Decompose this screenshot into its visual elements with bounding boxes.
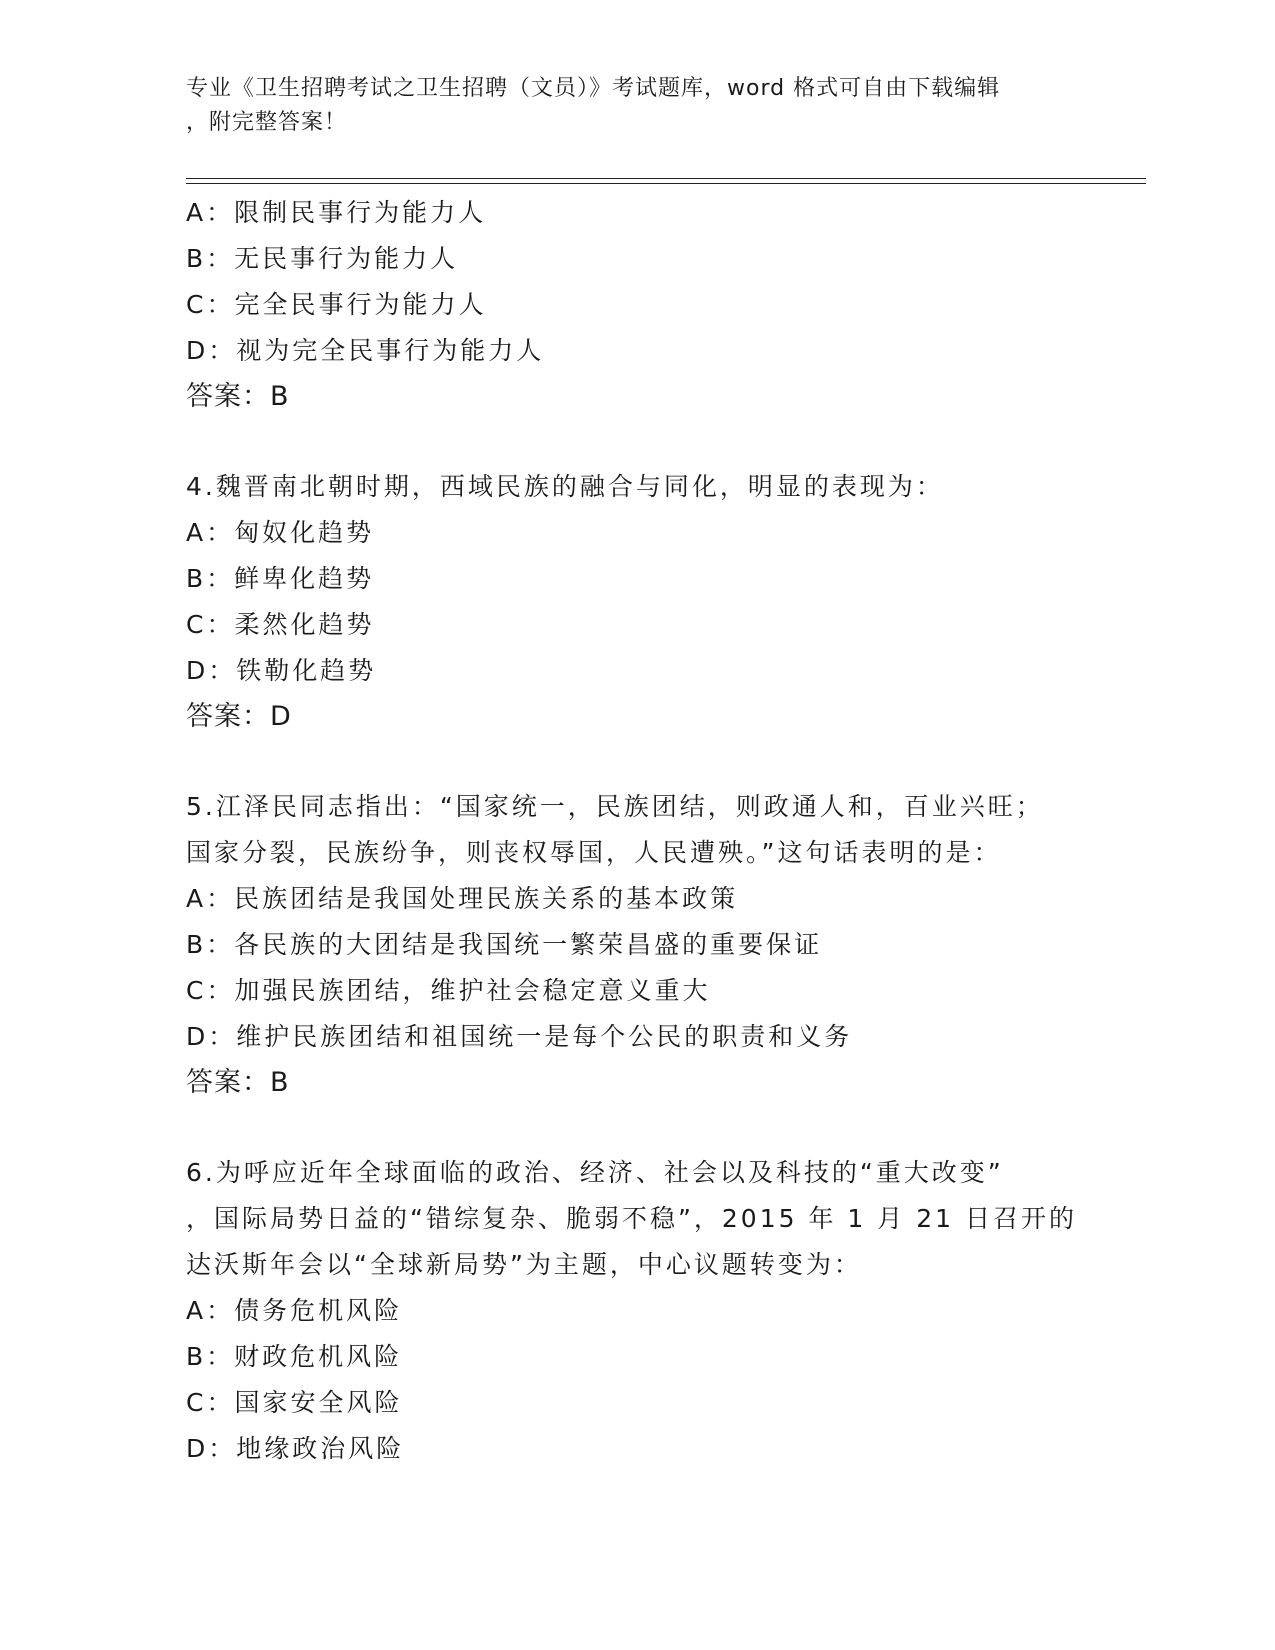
- option-d: D：铁勒化趋势: [186, 656, 377, 685]
- option-c: C：加强民族团结，维护社会稳定意义重大: [186, 976, 711, 1005]
- question-3: [186, 190, 1106, 420]
- header-divider-top: [186, 178, 1146, 179]
- question-stem-line-2: 国家分裂，民族纷争，则丧权辱国，人民遭殃。”这句话表明的是：: [186, 838, 1002, 867]
- question-stem-line-2: ，国际局势日益的“错综复杂、脆弱不稳”，2015 年 1 月 21 日召开的: [186, 1204, 1077, 1233]
- header-line-2: ，附完整答案！: [186, 110, 348, 135]
- option-d: D：维护民族团结和祖国统一是每个公民的职责和义务: [186, 1022, 853, 1051]
- question-list: [186, 190, 1106, 1472]
- option-b: B：无民事行为能力人: [186, 244, 459, 273]
- option-a: A：匈奴化趋势: [186, 518, 375, 547]
- option-a: A：民族团结是我国处理民族关系的基本政策: [186, 884, 739, 913]
- question-5: [186, 784, 1106, 1106]
- option-c: C：国家安全风险: [186, 1388, 403, 1417]
- answer: 答案：B: [186, 381, 290, 412]
- option-d: D：视为完全民事行为能力人: [186, 336, 545, 365]
- question-stem-line-3: 达沃斯年会以“全球新局势”为主题，中心议题转变为：: [186, 1250, 862, 1279]
- question-4: [186, 464, 1106, 740]
- answer: 答案：D: [186, 701, 292, 732]
- option-a: A：限制民事行为能力人: [186, 198, 487, 227]
- question-stem: 4.魏晋南北朝时期，西域民族的融合与同化，明显的表现为：: [186, 472, 944, 501]
- spacer: [186, 420, 1106, 464]
- option-b: B：各民族的大团结是我国统一繁荣昌盛的重要保证: [186, 930, 823, 959]
- spacer: [186, 740, 1106, 784]
- answer: 答案：B: [186, 1067, 290, 1098]
- spacer: [186, 1106, 1106, 1150]
- option-b: B：财政危机风险: [186, 1342, 403, 1371]
- option-a: A：债务危机风险: [186, 1296, 403, 1325]
- option-c: C：柔然化趋势: [186, 610, 375, 639]
- option-b: B：鲜卑化趋势: [186, 564, 375, 593]
- header-divider-bottom: [186, 183, 1146, 184]
- question-6: [186, 1150, 1106, 1472]
- option-d: D：地缘政治风险: [186, 1434, 405, 1463]
- document-header: [186, 72, 1086, 140]
- header-line-1: 专业《卫生招聘考试之卫生招聘（文员）》考试题库，word 格式可自由下载编辑: [186, 76, 1001, 101]
- question-stem-line-1: 6.为呼应近年全球面临的政治、经济、社会以及科技的“重大改变”: [186, 1158, 1004, 1187]
- question-stem-line-1: 5.江泽民同志指出：“国家统一，民族团结，则政通人和，百业兴旺；: [186, 792, 1044, 821]
- option-c: C：完全民事行为能力人: [186, 290, 487, 319]
